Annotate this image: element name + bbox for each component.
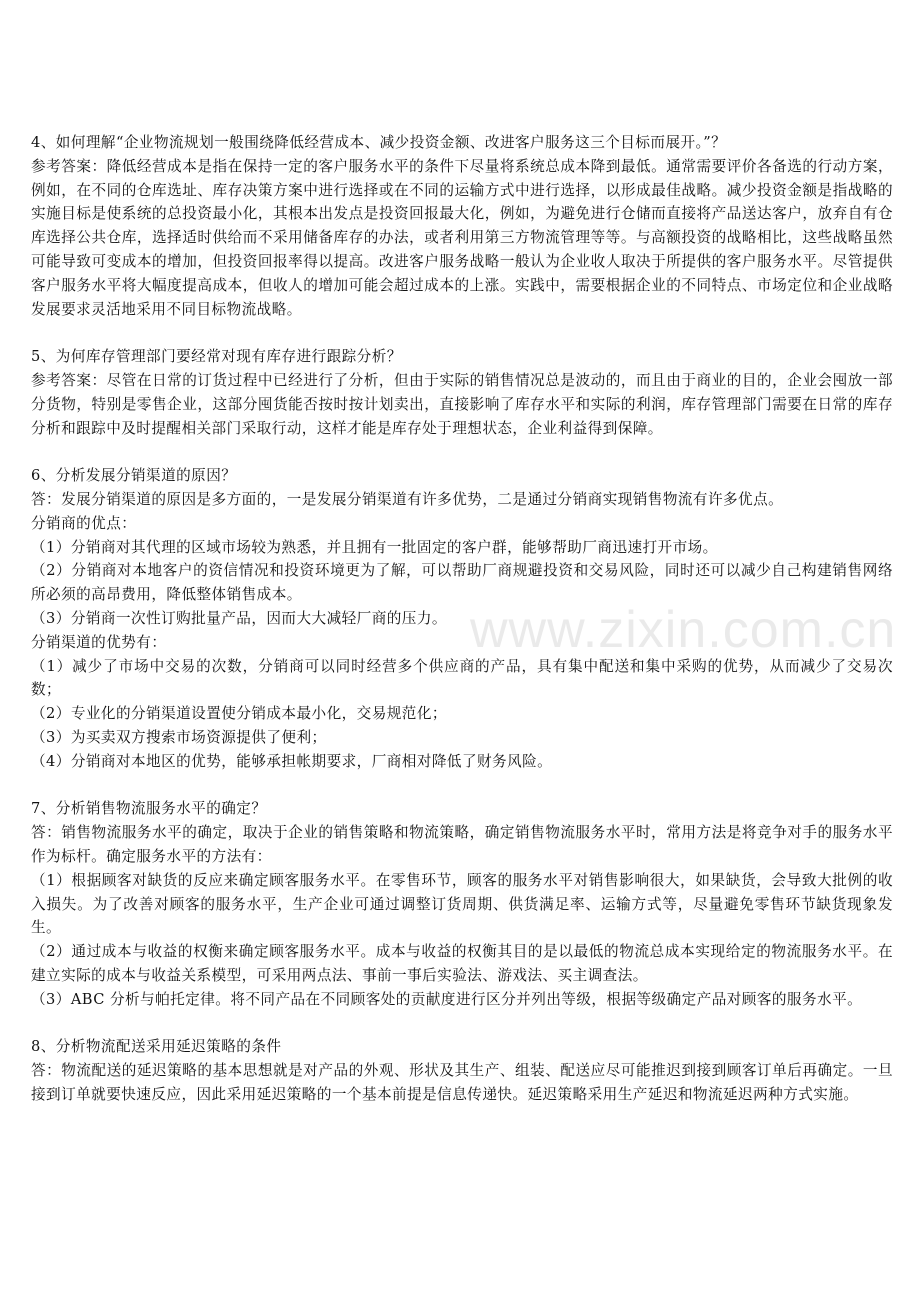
answer-paragraph: 答：发展分销渠道的原因是多方面的，一是发展分销渠道有许多优势，二是通过分销商实现销售物流有许多优点。 [31, 490, 784, 508]
question-section-8 [31, 1035, 893, 1106]
question-heading: 4、如何理解“企业物流规划一般围绕降低经营成本、减少投资金额、改进客户服务这三个目标而展开。”？ [31, 134, 727, 151]
question-heading: 6、分析发展分销渠道的原因？ [31, 467, 237, 485]
subheading: 分销渠道的优势有： [31, 633, 167, 651]
answer-paragraph: 参考答案：降低经营成本是指在保持一定的客户服务水平的条件下尽量将系统总成本降到最低。通常需要评价各备选的行动方案，例如，在不同的仓库选址、库存决策方案中进行选择或在不同的运输方式中进行选择，以形成最佳战略。减少投资金额是指战略的实施目标是使系统的总投资最小化，其根本出发点是投资回报最大化，例如，为避免进行仓储而直接将产品送达客户，放弃自有仓库选择公共仓库，选择适时供给而不采用储备库存的办法，或者利用第三方物流管理等等。与高额投资的战略相比，这些战略虽然可能导致可变成本的增加，但投资回报率得以提高。改进客户服务战略一般认为企业收人取决于所提供的客户服务水平。尽管提供客户服务水平将大幅度提高成本，但收人的增加可能会超过成本的上涨。实践中，需要根据企业的不同特点、市场定位和企业战略发展要求灵活地采用不同目标物流战略。 [31, 157, 893, 318]
question-section-5 [31, 345, 893, 440]
answer-paragraph: 参考答案：尽管在日常的订货过程中已经进行了分析，但由于实际的销售情况总是波动的，而且由于商业的目的，企业会囤放一部分货物，特别是零售企业，这部分囤货能否按时按计划卖出，直接影响了库存水平和实际的利润，库存管理部门需要在日常的库存分析和跟踪中及时提醒相关部门采取行动，这样才能是库存处于理想状态，企业利益得到保障。 [31, 371, 893, 437]
question-section-6 [31, 464, 893, 773]
list-item: （3）ABC 分析与帕托定律。将不同产品在不同顾客处的贡献度进行区分并列出等级，根据等级确定产品对顾客的服务水平。 [31, 990, 863, 1008]
answer-paragraph: 答：销售物流服务水平的确定，取决于企业的销售策略和物流策略，确定销售物流服务水平时，常用方法是将竞争对手的服务水平作为标杆。确定服务水平的方法有： [31, 824, 893, 865]
list-item: （4）分销商对本地区的优势，能够承担帐期要求，厂商相对降低了财务风险。 [31, 752, 553, 770]
question-heading: 8、分析物流配送采用延迟策略的条件 [31, 1038, 282, 1056]
list-item: （1）减少了市场中交易的次数，分销商可以同时经营多个供应商的产品，具有集中配送和集中采购的优势，从而减少了交易次数； [31, 657, 893, 699]
question-section-4 [31, 131, 893, 321]
question-heading: 7、分析销售物流服务水平的确定？ [31, 800, 267, 818]
list-item: （3）分销商一次性订购批量产品，因而大大减轻厂商的压力。 [31, 609, 447, 627]
list-item: （2）通过成本与收益的权衡来确定顾客服务水平。成本与收益的权衡其目的是以最低的物流总成本实现给定的物流服务水平。在建立实际的成本与收益关系模型，可采用两点法、事前一事后实验法、游戏法、买主调查法。 [31, 943, 893, 984]
subheading: 分销商的优点： [31, 514, 137, 532]
answer-paragraph: 答：物流配送的延迟策略的基本思想就是对产品的外观、形状及其生产、组装、配送应尽可能推迟到接到顾客订单后再确定。一旦接到订单就要快速反应，因此采用延迟策略的一个基本前提是信息传递快。延迟策略采用生产延迟和物流延迟两种方式实施。 [31, 1062, 893, 1103]
question-section-7 [31, 797, 893, 1011]
list-item: （2）专业化的分销渠道设置使分销成本最小化，交易规范化； [31, 705, 447, 723]
watermark: www.zixin.com.cn [470, 601, 897, 659]
question-heading: 5、为何库存管理部门要经常对现有库存进行跟踪分析？ [31, 348, 402, 366]
list-item: （2）分销商对本地客户的资信情况和投资环境更为了解，可以帮助厂商规避投资和交易风险，同时还可以减少自己构建销售网络所必须的高昂费用，降低整体销售成本。 [31, 562, 893, 604]
document-body [31, 131, 893, 1130]
list-item: （1）分销商对其代理的区域市场较为熟悉，并且拥有一批固定的客户群，能够帮助厂商迅速打开市场。 [31, 538, 718, 556]
list-item: （1）根据顾客对缺货的反应来确定顾客服务水平。在零售环节，顾客的服务水平对销售影响很大，如果缺货，会导致大批例的收入损失。为了改善对顾客的服务水平，生产企业可通过调整订货周期、供货满足率、运输方式等，尽量避免零售环节缺货现象发生。 [31, 871, 893, 937]
list-item: （3）为买卖双方搜索市场资源提供了便利； [31, 728, 327, 746]
